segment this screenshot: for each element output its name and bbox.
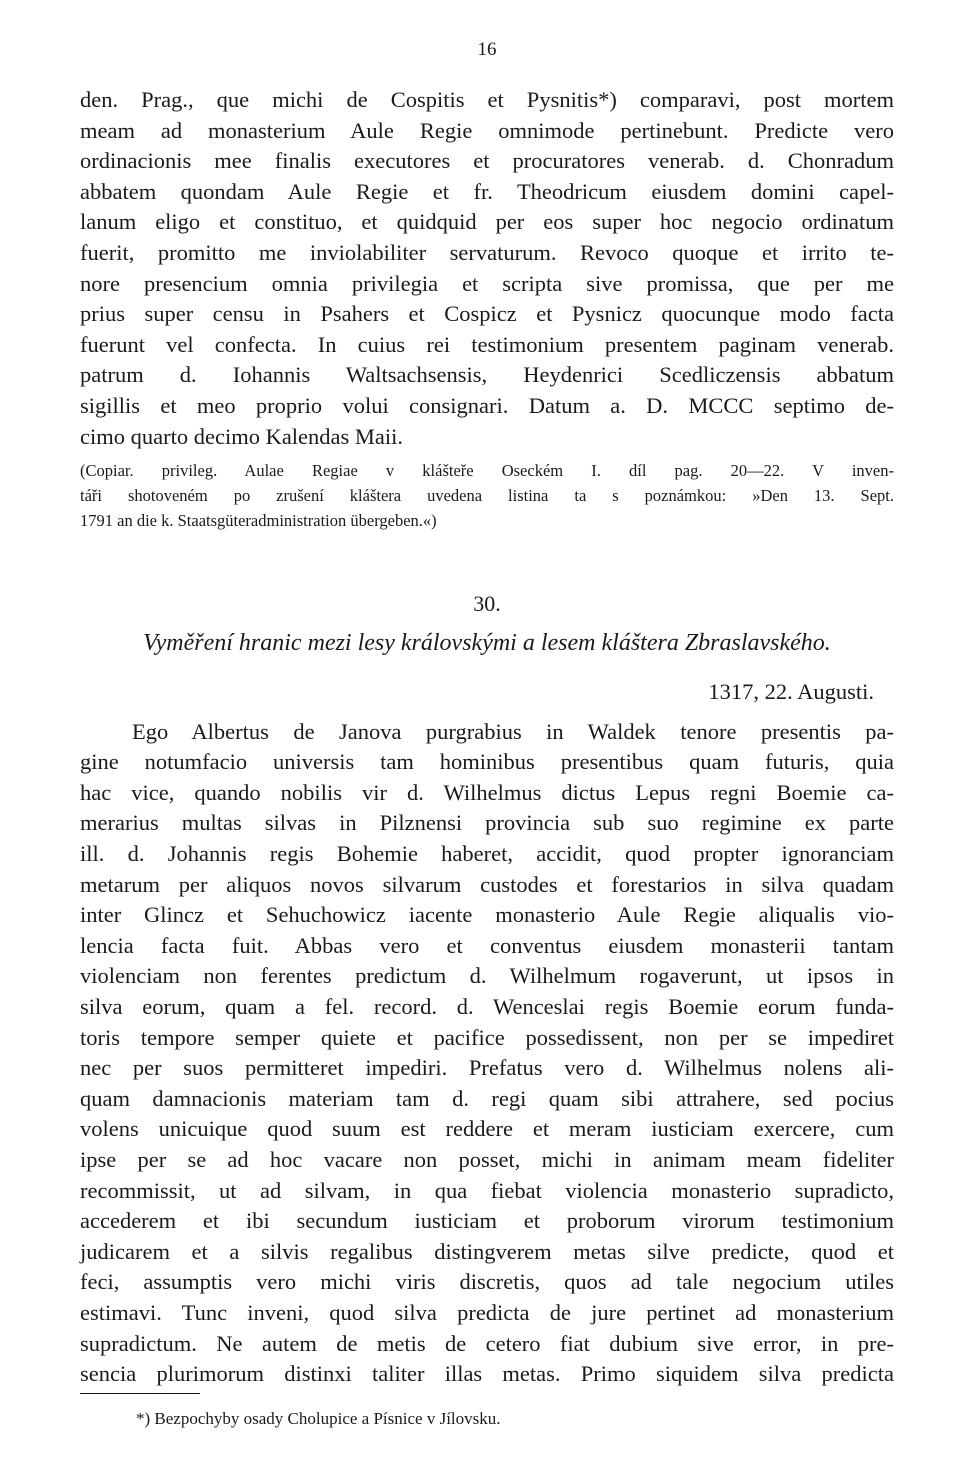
document-date: 1317, 22. Augusti. <box>708 679 874 705</box>
text-line: metarum per aliquos novos silvarum custodes et forestarios in silva quadam <box>80 871 894 897</box>
text-line: feci, assumptis vero michi viris discretis, quos ad tale negocium utiles <box>80 1269 894 1295</box>
footnote: *) Bezpochyby osady Cholupice a Písnice v Jílovsku. <box>136 1409 501 1428</box>
text-line: ill. d. Johannis regis Bohemie haberet, accidit, quod propter ignoranciam <box>80 841 894 866</box>
text-line: hac vice, quando nobilis vir d. Wilhelmus dictus Lepus regni Boemie ca- <box>80 779 894 805</box>
text-line: ipse per se ad hoc vacare non posset, michi in animam meam fideliter <box>80 1146 894 1172</box>
page <box>80 40 894 1390</box>
page-number: 16 <box>477 39 497 60</box>
continuation-paragraph <box>80 85 894 452</box>
text-line: prius super censu in Psahers et Cospicz et Pysnicz quocunque modo facta <box>80 301 894 327</box>
text-line: sigillis et meo proprio volui consignari. Datum a. D. MCCC septimo de- <box>80 392 894 418</box>
text-line: Ego Albertus de Janova purgrabius in Waldek tenore presentis pa- <box>132 718 894 744</box>
text-line: quam damnacionis materiam tam d. regi quam sibi attrahere, sed pocius <box>80 1085 894 1111</box>
text-line: fuerunt vel confecta. In cuius rei testimonium presentem paginam venerab. <box>80 331 894 357</box>
text-line: lencia facta fuit. Abbas vero et conventus eiusdem monasterii tantam <box>80 932 894 958</box>
text-line: judicarem et a silvis regalibus distingverem metas silve predicte, quod et <box>80 1238 894 1264</box>
text-line: inter Glincz et Sehuchowicz iacente monasterio Aule Regie aliqualis vio- <box>80 902 894 928</box>
footnote-rule <box>80 1393 200 1394</box>
text-line: accederem et ibi secundum iusticiam et proborum virorum testimonium <box>80 1208 894 1234</box>
text-line: merarius multas silvas in Pilznensi provincia sub suo regimine ex parte <box>80 810 894 836</box>
document-body <box>80 717 894 1390</box>
source-note <box>80 458 894 533</box>
text-line: silva eorum, quam a fel. record. d. Wenceslai regis Boemie eorum funda- <box>80 993 894 1019</box>
text-line: estimavi. Tunc inveni, quod silva predicta de jure pertinet ad monasterium <box>80 1299 894 1325</box>
note-line: táři shotoveném po zrušení kláštera uvedena listina ta s poznámkou: »Den 13. Sept. <box>80 486 894 506</box>
text-line: meam ad monasterium Aule Regie omnimode pertinebunt. Predicte vero <box>80 117 894 143</box>
document-title: Vyměření hranic mezi lesy královskými a lesem kláštera Zbraslavského. <box>143 630 831 657</box>
text-line: cimo quarto decimo Kalendas Maii. <box>80 423 404 449</box>
text-line: toris tempore semper quiete et pacifice possedissent, non per se impediret <box>80 1024 894 1050</box>
text-line: nore presencium omnia privilegia et scripta sive promissa, que per me <box>80 270 894 296</box>
text-line: violenciam non ferentes predictum d. Wilhelmum rogaverunt, ut ipsos in <box>80 963 894 989</box>
text-line: fuerit, promitto me inviolabiliter servaturum. Revoco quoque et irrito te- <box>80 239 894 265</box>
text-line: gine notumfacio universis tam hominibus presentibus quam futuris, quia <box>80 749 894 775</box>
text-line: den. Prag., que michi de Cospitis et Pysnitis*) comparavi, post mortem <box>80 87 894 112</box>
text-line: lanum eligo et constituo, et quidquid per eos super hoc negocio ordinatum <box>80 209 894 235</box>
text-line: patrum d. Iohannis Waltsachsensis, Heydenrici Scedliczensis abbatum <box>80 362 894 388</box>
note-line: (Copiar. privileg. Aulae Regiae v klášteře Oseckém I. díl pag. 20—22. V inven- <box>80 461 894 481</box>
text-line: abbatem quondam Aule Regie et fr. Theodricum eiusdem domini capel- <box>80 178 894 204</box>
document-number: 30. <box>473 591 501 617</box>
text-line: ordinacionis mee finalis executores et procuratores venerab. d. Chonradum <box>80 148 894 174</box>
text-line: supradictum. Ne autem de metis de cetero fiat dubium sive error, in pre- <box>80 1330 894 1356</box>
text-line: recommissit, ut ad silvam, in qua fiebat violencia monasterio supradicto, <box>80 1177 894 1203</box>
text-line: nec per suos permitteret impediri. Prefatus vero d. Wilhelmus nolens ali- <box>80 1055 894 1081</box>
note-line: 1791 an die k. Staatsgüteradministration übergeben.«) <box>80 511 437 531</box>
text-line: sencia plurimorum distinxi taliter illas metas. Primo siquidem silva predicta <box>80 1361 894 1387</box>
text-line: volens unicuique quod suum est reddere et meram iusticiam exercere, cum <box>80 1116 894 1142</box>
